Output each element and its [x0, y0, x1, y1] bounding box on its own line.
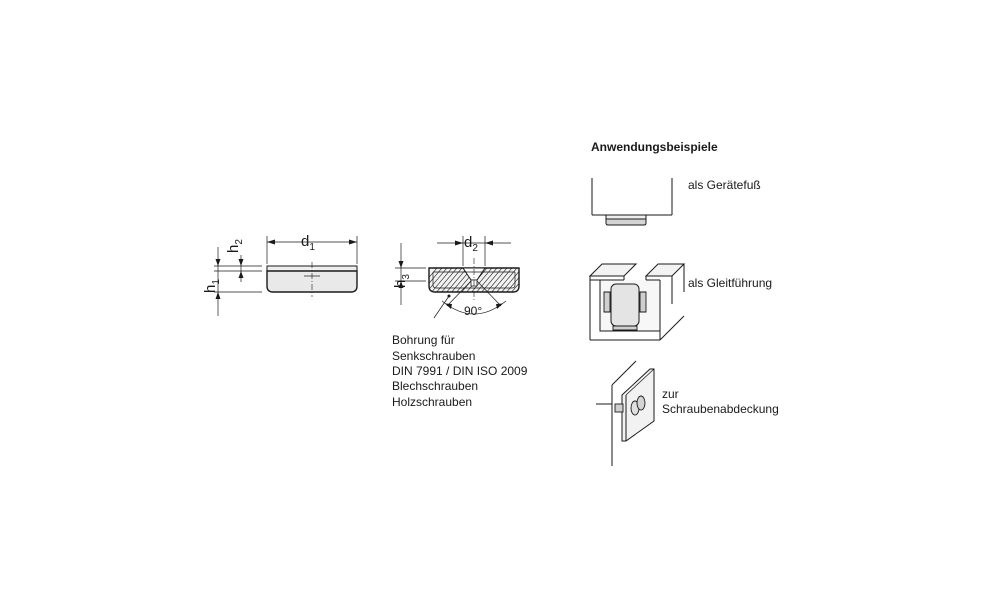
svg-text:Blechschrauben: Blechschrauben: [392, 379, 479, 393]
example-foot-label: als Gerätefuß: [688, 178, 761, 192]
d1-dimension: [267, 233, 357, 264]
section-hatch-line: [520, 262, 552, 300]
example-cover-illustration: [596, 361, 654, 466]
example-cover-label-line1: zur: [662, 387, 679, 401]
svg-text:DIN 7991 / DIN ISO 2009: DIN 7991 / DIN ISO 2009: [392, 364, 528, 378]
example-cover-label-line2: Schraubenabdeckung: [662, 402, 779, 416]
bohrung-description: [392, 333, 528, 409]
section-hatch-line: [530, 262, 562, 300]
h1-label: $h_1$: [202, 279, 222, 293]
example-foot-illustration: [592, 178, 672, 225]
disc-side-view: [267, 262, 357, 297]
section-hatch-line: [525, 262, 557, 300]
h2-label: $h_2$: [225, 239, 245, 253]
h3-label: $h_3$: [392, 274, 412, 288]
example-guide-illustration: [590, 264, 684, 340]
h-dimensions-fig1: [202, 239, 262, 316]
h3-dimension: [392, 243, 426, 305]
svg-text:Holzschrauben: Holzschrauben: [392, 395, 473, 409]
countersunk-disc-section: [410, 258, 567, 300]
examples-heading: Anwendungsbeispiele: [591, 140, 718, 154]
svg-text:Senkschrauben: Senkschrauben: [392, 349, 476, 363]
section-hatch-line: [515, 262, 547, 300]
section-hatch-line: [535, 262, 567, 300]
example-guide-label: als Gleitführung: [688, 276, 773, 290]
svg-text:Bohrung für: Bohrung für: [392, 333, 455, 347]
angle-label: 90°: [464, 304, 483, 318]
d1-label: $d_1$: [301, 233, 315, 253]
d2-label: $d_2$: [464, 234, 478, 254]
